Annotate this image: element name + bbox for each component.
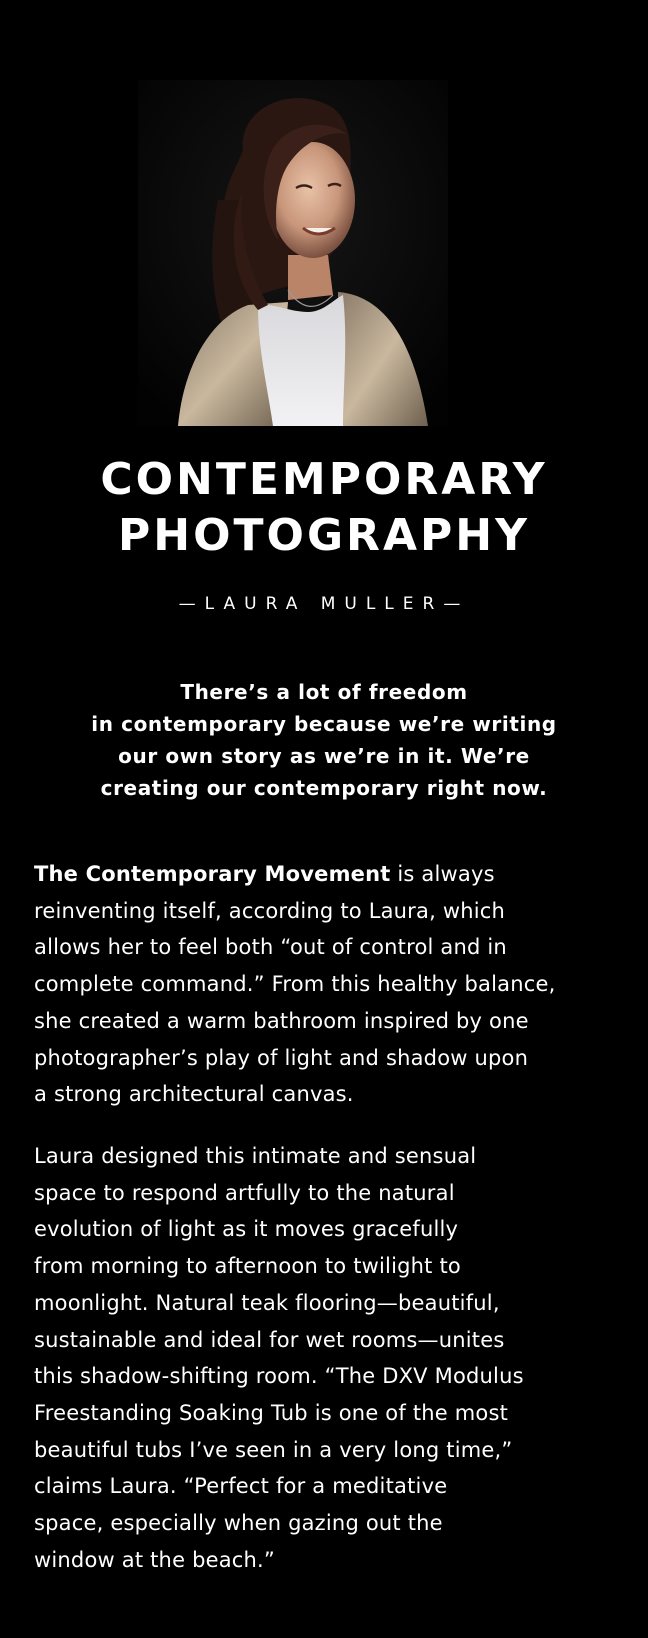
body-paragraph-1 — [34, 856, 624, 1113]
paragraph-line: Laura designed this intimate and sensual — [34, 1144, 477, 1168]
page-title — [0, 452, 648, 564]
paragraph-line: Freestanding Soaking Tub is one of the most — [34, 1400, 509, 1425]
paragraph-line: space, especially when gazing out the — [34, 1511, 443, 1536]
paragraph-line: allows her to feel both “out of control and in — [34, 935, 507, 960]
paragraph-line: claims Laura. “Perfect for a meditative — [34, 1474, 448, 1499]
paragraph-line — [34, 856, 624, 893]
paragraph-line: photographer’s play of light and shadow upon — [34, 1045, 529, 1070]
author-byline: —LAURA MULLER— — [178, 594, 470, 614]
paragraph-line: this shadow-shifting room. “The DXV Modulus — [34, 1364, 524, 1389]
pull-quote — [40, 676, 608, 804]
paragraph-line: she created a warm bathroom inspired by one — [34, 1008, 529, 1033]
paragraph-line: window at the beach.” — [34, 1547, 275, 1572]
paragraph-line: a strong architectural canvas. — [34, 1082, 354, 1107]
body-paragraph-2 — [34, 1138, 624, 1578]
title-line-2: PHOTOGRAPHY — [118, 510, 530, 561]
paragraph-line: beautiful tubs I’ve seen in a very long time,” — [34, 1437, 513, 1462]
paragraph-text: is always — [390, 862, 495, 886]
paragraph-line: complete command.” From this healthy balance, — [34, 972, 556, 997]
paragraph-line: space to respond artfully to the natural — [34, 1180, 455, 1205]
paragraph-line: reinventing itself, according to Laura, which — [34, 898, 505, 923]
quote-line: in contemporary because we’re writing — [91, 712, 557, 736]
quote-line: our own story as we’re in it. We’re — [118, 744, 530, 768]
paragraph-lead: The Contemporary Movement — [34, 862, 391, 886]
title-line-1: CONTEMPORARY — [100, 454, 548, 505]
paragraph-line: from morning to afternoon to twilight to — [34, 1254, 461, 1279]
paragraph-line: sustainable and ideal for wet rooms—unites — [34, 1327, 505, 1352]
quote-line: There’s a lot of freedom — [180, 680, 468, 704]
paragraph-line: moonlight. Natural teak flooring—beautiful, — [34, 1290, 500, 1315]
portrait-illustration — [138, 80, 448, 426]
paragraph-line: evolution of light as it moves gracefully — [34, 1217, 459, 1242]
quote-line: creating our contemporary right now. — [100, 776, 548, 800]
portrait-photo — [138, 80, 448, 426]
